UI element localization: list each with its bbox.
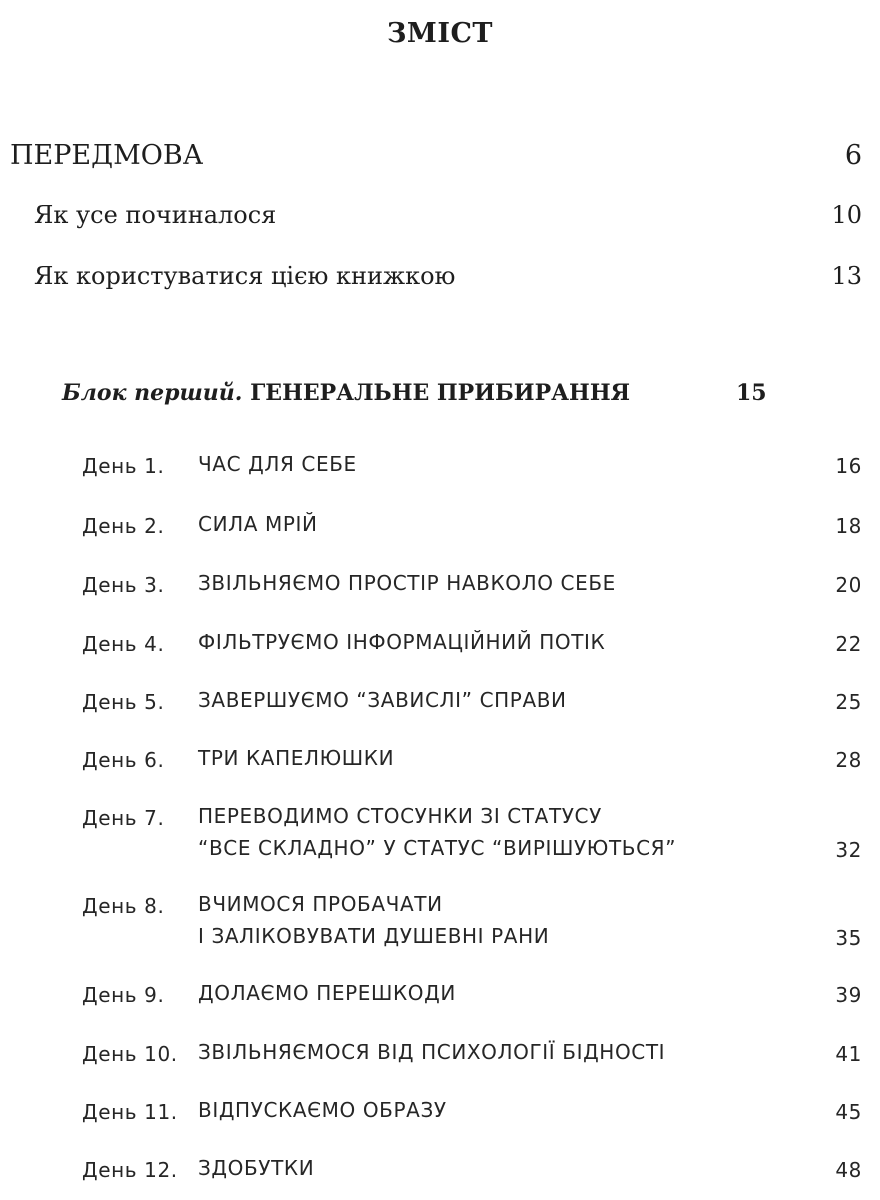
toc-day-label: День 5.: [82, 690, 165, 714]
toc-day-label: День 10.: [82, 1042, 178, 1066]
toc-day-label: День 3.: [82, 573, 165, 597]
toc-day-page: 32: [835, 838, 862, 862]
toc-day-page: 25: [835, 690, 862, 714]
toc-day-title-line: І ЗАЛІКОВУВАТИ ДУШЕВНІ РАНИ: [198, 924, 550, 948]
toc-day-title-line: ЧАС ДЛЯ СЕБЕ: [198, 452, 357, 476]
toc-day-title-line: СИЛА МРІЙ: [198, 512, 318, 536]
toc-day-title-line: ТРИ КАПЕЛЮШКИ: [198, 746, 395, 770]
toc-day-title-line: ФІЛЬТРУЄМО ІНФОРМАЦІЙНИЙ ПОТІК: [198, 630, 606, 654]
toc-day-label: День 9.: [82, 983, 165, 1007]
toc-day-page: 39: [835, 983, 862, 1007]
page-title: ЗМІСТ: [386, 18, 494, 49]
toc-day-title-line: ЗВІЛЬНЯЄМОСЯ ВІД ПСИХОЛОГІЇ БІДНОСТІ: [198, 1040, 666, 1064]
toc-day-page: 18: [835, 514, 862, 538]
toc-day-title-line: ЗАВЕРШУЄМО “ЗАВИСЛІ” СПРАВИ: [198, 688, 567, 712]
toc-day-title: [198, 1036, 665, 1068]
toc-day-label: День 11.: [82, 1100, 178, 1124]
toc-day-label: День 6.: [82, 748, 165, 772]
toc-day-label: День 2.: [82, 514, 165, 538]
toc-day-title: [198, 508, 318, 540]
toc-day-title: [198, 626, 605, 658]
toc-day-page: 48: [835, 1158, 862, 1182]
toc-day-page: 35: [835, 926, 862, 950]
toc-day-title: [198, 567, 616, 599]
toc-day-title: [198, 1152, 314, 1184]
toc-day-title-line: ПЕРЕВОДИМО СТОСУНКИ ЗІ СТАТУСУ: [198, 804, 602, 828]
toc-block-heading: [62, 380, 630, 406]
toc-block-prefix: Блок перший.: [62, 380, 243, 406]
toc-section-label: Як усе починалося: [34, 201, 277, 229]
toc-day-title: [198, 742, 394, 774]
toc-day-title: [198, 1094, 447, 1126]
toc-day-title: [198, 684, 567, 716]
toc-day-title-line: ВІДПУСКАЄМО ОБРАЗУ: [198, 1098, 447, 1122]
toc-day-page: 16: [835, 454, 862, 478]
toc-preface-label: ПЕРЕДМОВА: [10, 140, 204, 171]
toc-day-page: 41: [835, 1042, 862, 1066]
toc-day-title: [198, 977, 456, 1009]
toc-day-label: День 8.: [82, 894, 165, 918]
toc-day-label: День 12.: [82, 1158, 178, 1182]
toc-day-label: День 7.: [82, 806, 165, 830]
toc-day-title: [198, 448, 357, 480]
toc-day-title-line: “ВСЕ СКЛАДНО” У СТАТУС “ВИРІШУЮТЬСЯ”: [198, 836, 677, 860]
toc-block-page: 15: [736, 380, 767, 406]
toc-day-title-line: ЗВІЛЬНЯЄМО ПРОСТІР НАВКОЛО СЕБЕ: [198, 571, 616, 595]
toc-day-page: 45: [835, 1100, 862, 1124]
toc-preface-page: 6: [844, 140, 862, 171]
toc-day-title-line: ВЧИМОСЯ ПРОБАЧАТИ: [198, 892, 443, 916]
toc-day-title-line: ДОЛАЄМО ПЕРЕШКОДИ: [198, 981, 456, 1005]
toc-section-page: 10: [831, 201, 862, 229]
toc-day-title: [198, 800, 676, 864]
toc-day-label: День 4.: [82, 632, 165, 656]
toc-section-page: 13: [831, 262, 862, 290]
toc-day-title: [198, 888, 549, 952]
toc-day-title-line: ЗДОБУТКИ: [198, 1156, 315, 1180]
toc-day-page: 28: [835, 748, 862, 772]
toc-day-page: 20: [835, 573, 862, 597]
toc-section-label: Як користуватися цією книжкою: [34, 262, 456, 290]
toc-block-title: ГЕНЕРАЛЬНЕ ПРИБИРАННЯ: [250, 380, 631, 406]
toc-day-label: День 1.: [82, 454, 165, 478]
toc-day-page: 22: [835, 632, 862, 656]
